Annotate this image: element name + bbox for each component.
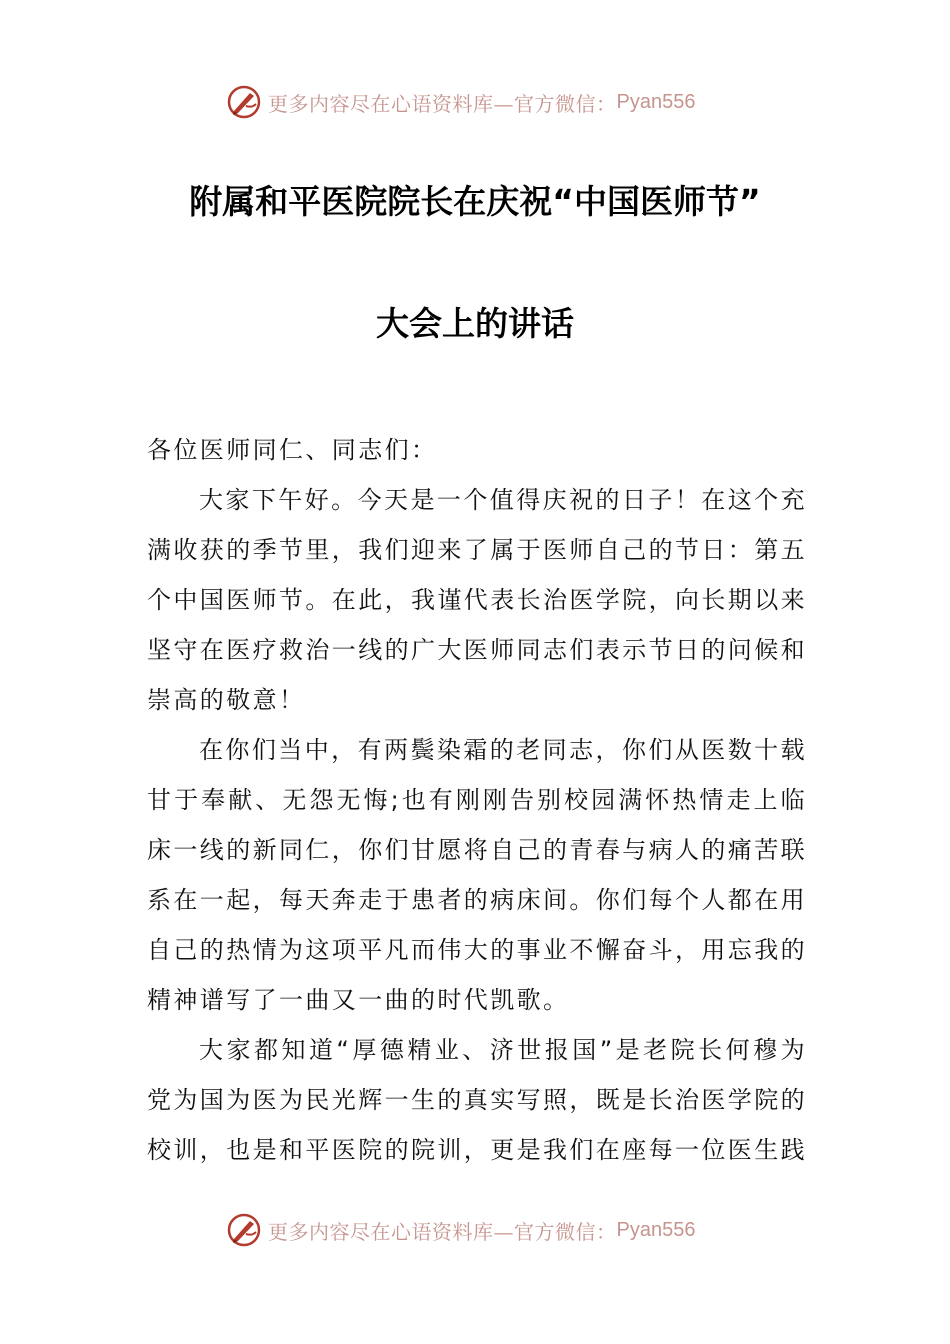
paragraph-3: 大家都知道“厚德精业、济世报国”是老院长何穆为党为国为医为民光辉一生的真实写照，既是长治医学院的校训，也是和平医院的院训，更是我们在座每一位医生践 [147, 1036, 807, 1164]
header-watermark [226, 82, 695, 122]
paragraph-1: 大家下午好。今天是一个值得庆祝的日子！在这个充满收获的季节里，我们迎来了属于医师自己的节日：第五个中国医师节。在此，我谨代表长治医学院，向长期以来坚守在医疗救治一线的广大医师同志们表示节日的问候和崇高的敬意！ [147, 486, 807, 714]
watermark-text: 更多内容尽在心语资料库—官方微信： [268, 1219, 617, 1244]
paragraph-2: 在你们当中，有两鬓染霜的老同志，你们从医数十载甘于奉献、无怨无悔;也有刚刚告别校园满怀热情走上临床一线的新同仁，你们甘愿将自己的青春与病人的痛苦联系在一起，每天奔走于患者的病床间。你们每个人都在用自己的热情为这项平凡而伟大的事业不懈奋斗，用忘我的精神谱写了一曲又一曲的时代凯歌。 [147, 736, 807, 1014]
watermark-text: 更多内容尽在心语资料库—官方微信： [268, 91, 617, 116]
salutation: 各位医师同仁、同志们： [147, 436, 438, 464]
footer-watermark [226, 1210, 695, 1250]
pen-logo-icon [226, 1212, 262, 1248]
document-body [147, 425, 807, 1175]
pen-logo-icon [226, 84, 262, 120]
document-title-line-1: 附属和平医院院长在庆祝“中国医师节” [189, 182, 761, 221]
document-title-line-2: 大会上的讲话 [376, 304, 574, 343]
watermark-wechat-id: Pyan556 [616, 1218, 696, 1241]
watermark-wechat-id: Pyan556 [616, 90, 696, 113]
